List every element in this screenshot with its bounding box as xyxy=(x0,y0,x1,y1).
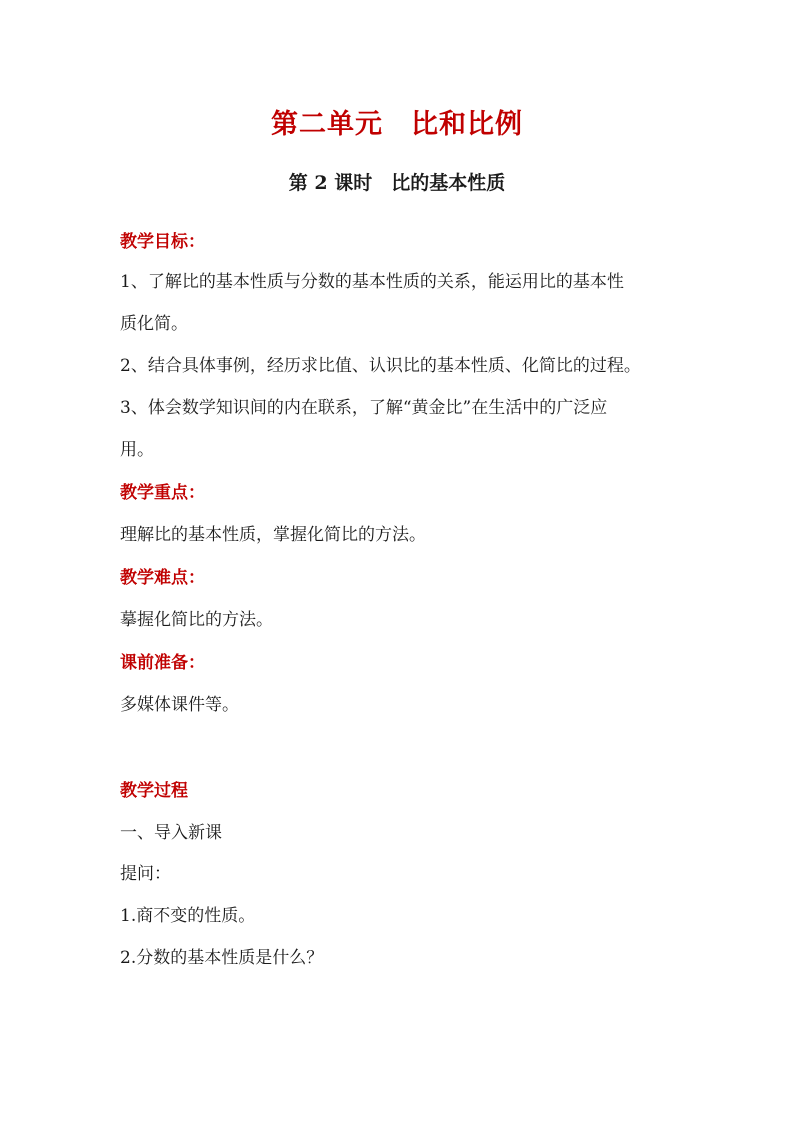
process-heading: 教学过程 xyxy=(120,781,188,801)
question-2: 2.分数的基本性质是什么？ xyxy=(120,948,324,968)
objectives-heading: 教学目标： xyxy=(120,232,205,252)
objective-3-line-2: 用。 xyxy=(120,440,154,460)
preparation-heading: 课前准备： xyxy=(120,653,205,673)
preparation-text: 多媒体课件等。 xyxy=(120,695,239,715)
question-1: 1.商不变的性质。 xyxy=(120,906,256,926)
lesson-subtitle: 第 2 课时 比的基本性质 xyxy=(288,172,506,194)
objective-2: 2、结合具体事例，经历求比值、认识比的基本性质、化简比的过程。 xyxy=(120,356,641,376)
key-point-heading: 教学重点： xyxy=(120,483,205,503)
process-step-1: 一、导入新课 xyxy=(120,823,222,843)
objective-1-line-1: 1、了解比的基本性质与分数的基本性质的关系，能运用比的基本性 xyxy=(120,272,624,292)
objective-1-line-2: 质化简。 xyxy=(120,314,188,334)
objective-3-line-1: 3、体会数学知识间的内在联系，了解“黄金比”在生活中的广泛应 xyxy=(120,398,608,418)
key-point-text: 理解比的基本性质，掌握化简比的方法。 xyxy=(120,525,426,545)
question-label: 提问： xyxy=(120,864,171,884)
difficulty-text: 摹握化简比的方法。 xyxy=(120,610,273,630)
page-title: 第二单元 比和比例 xyxy=(271,109,523,140)
difficulty-heading: 教学难点： xyxy=(120,568,205,588)
